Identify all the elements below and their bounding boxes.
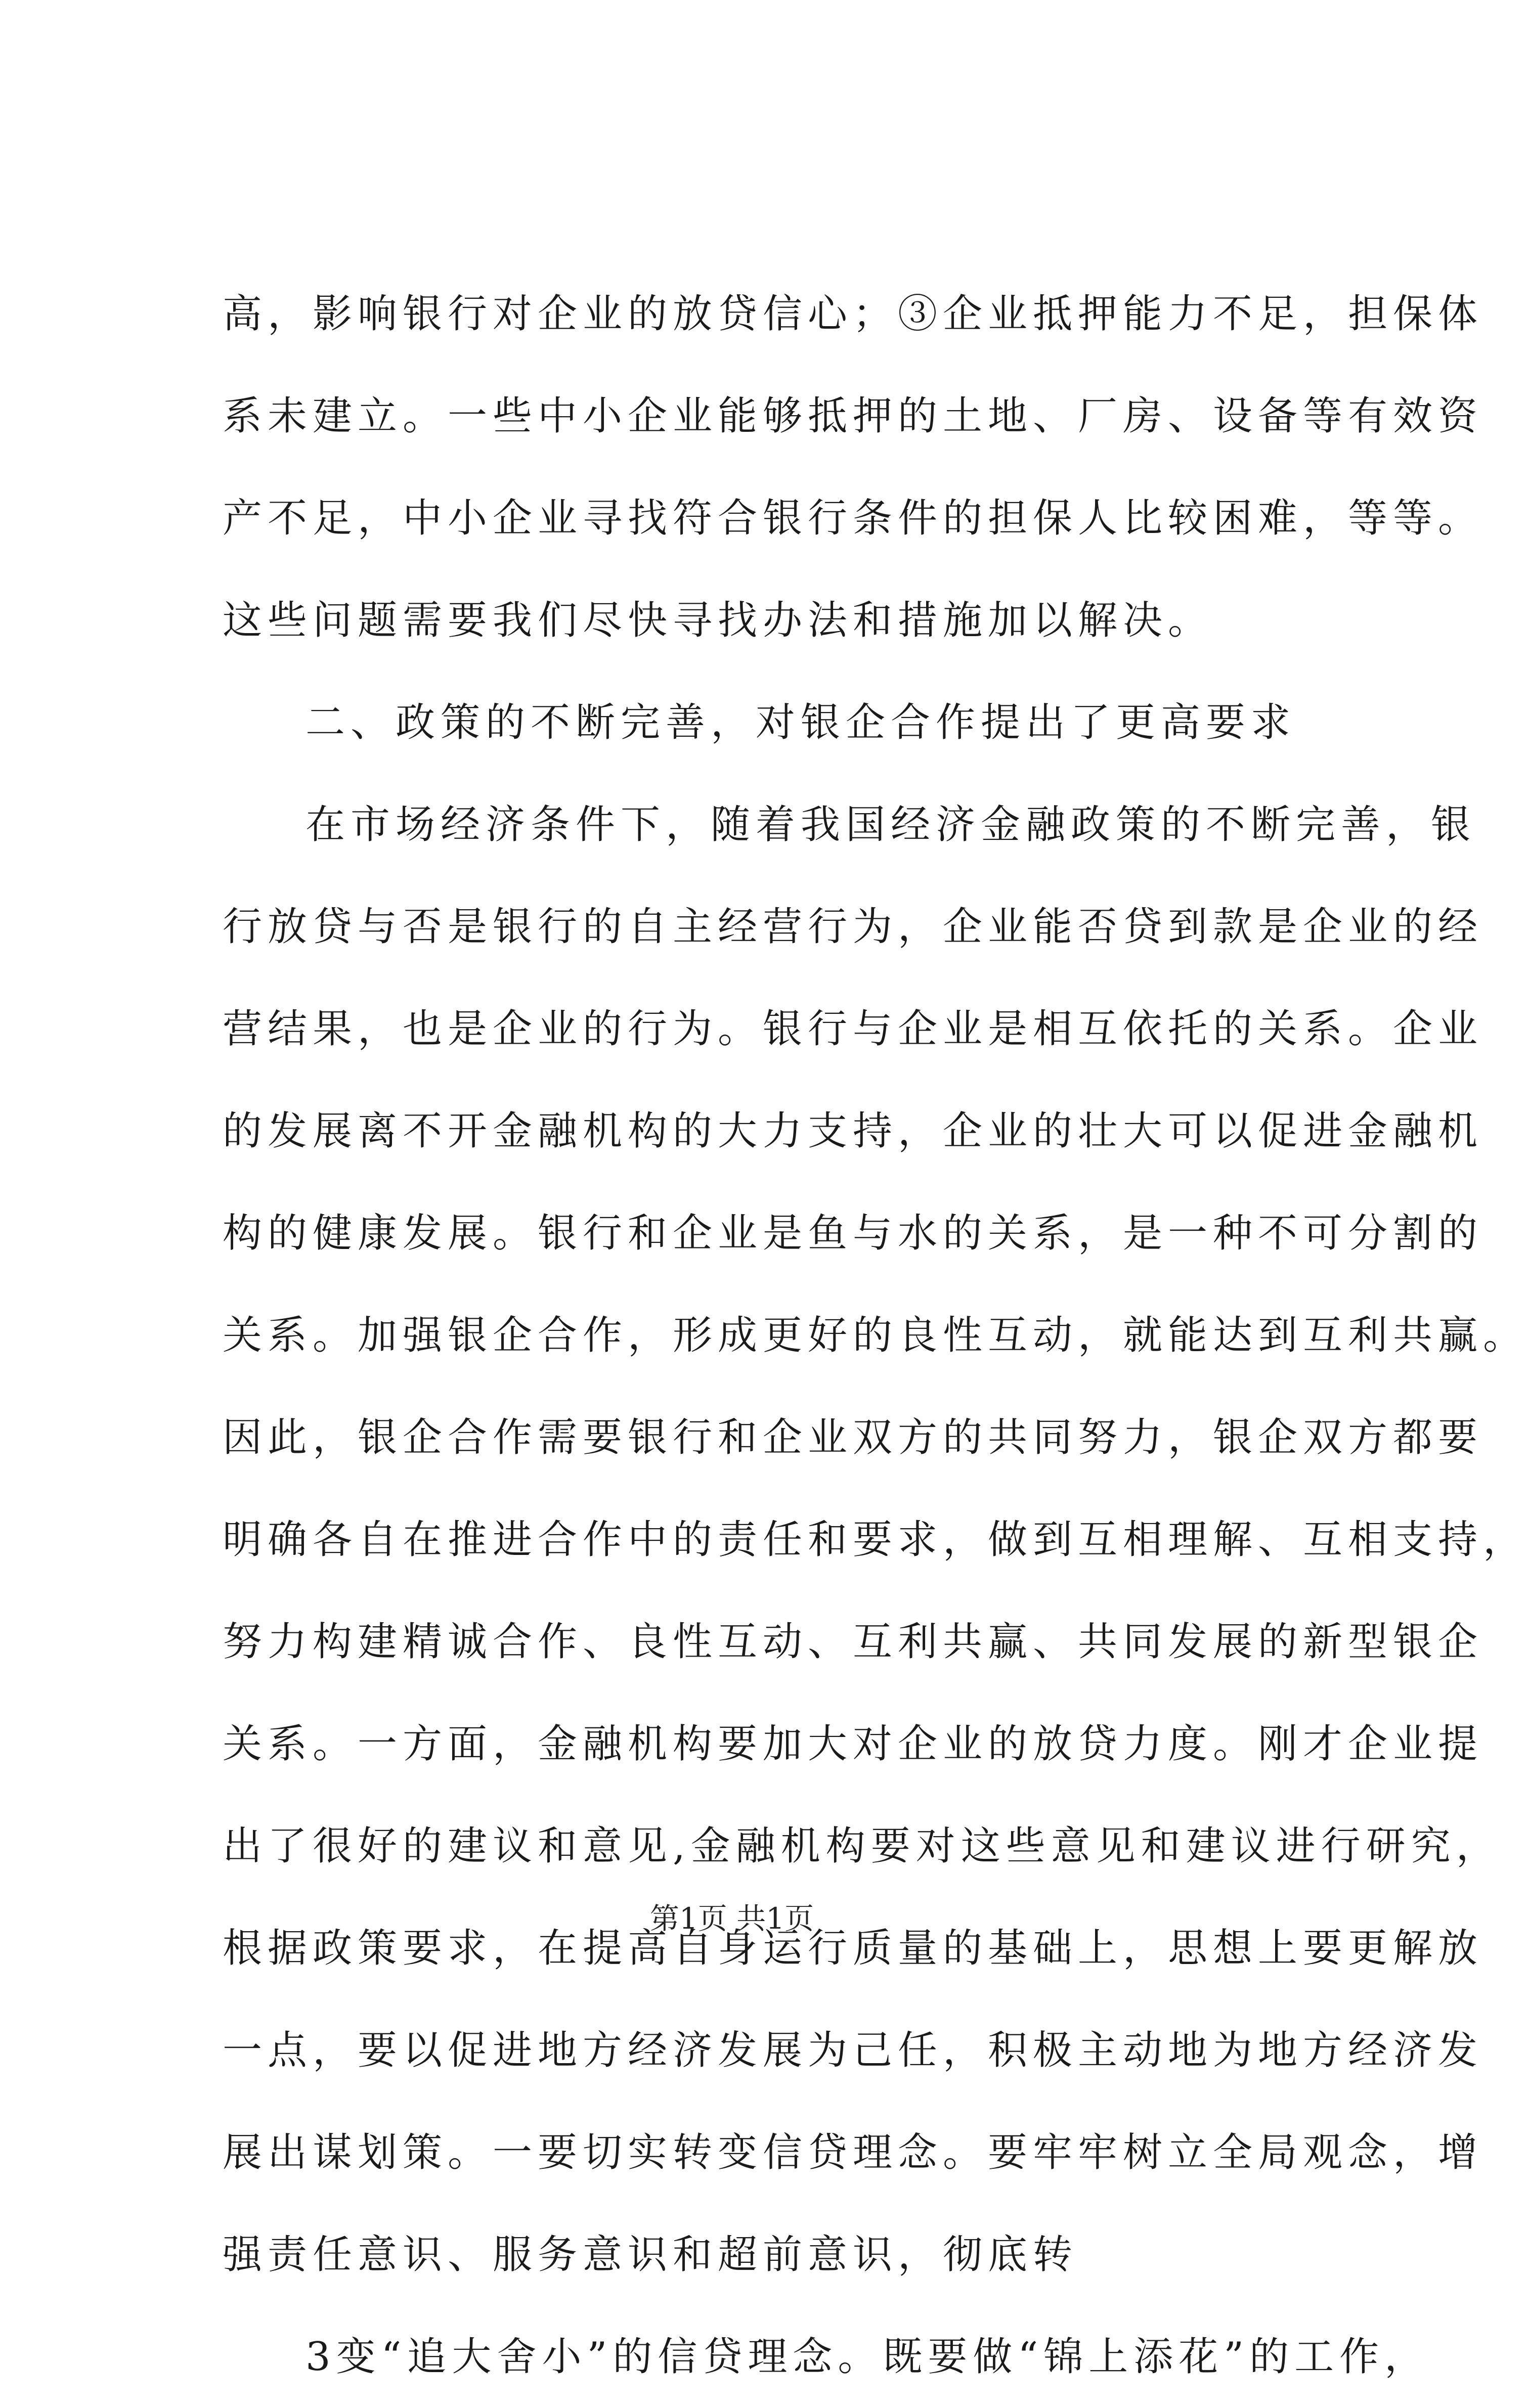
text-line: 展出谋划策。一要切实转变信贷理念。要牢牢树立全局观念，增: [223, 2130, 1483, 2175]
text-line: 努力构建精诚合作、良性互动、互利共赢、共同发展的新型银企: [223, 1619, 1483, 1665]
text-line: 高，影响银行对企业的放贷信心；③企业抵押能力不足，担保体: [223, 291, 1483, 337]
text-line: 一点，要以促进地方经济发展为己任，积极主动地为地方经济发: [223, 2028, 1483, 2073]
text-line: 营结果，也是企业的行为。银行与企业是相互依托的关系。企业: [223, 1006, 1483, 1052]
text-line: 关系。加强银企合作，形成更好的良性互动，就能达到互利共赢。: [223, 1313, 1528, 1358]
text-line: 因此，银企合作需要银行和企业双方的共同努力，银企双方都要: [223, 1415, 1483, 1460]
paragraph-first-line: 在市场经济条件下，随着我国经济金融政策的不断完善，银: [305, 802, 1476, 848]
text-line: 出了很好的建议和意见,金融机构要对这些意见和建议进行研究，: [223, 1823, 1501, 1869]
text-line: 行放贷与否是银行的自主经营行为，企业能否贷到款是企业的经: [223, 904, 1483, 950]
text-line: 关系。一方面，金融机构要加大对企业的放贷力度。刚才企业提: [223, 1721, 1483, 1767]
page-footer: 第1页 共1页: [649, 1901, 814, 1936]
text-line: 强责任意识、服务意识和超前意识，彻底转: [223, 2232, 1078, 2278]
paragraph-first-line: 3变“追大舍小”的信贷理念。既要做“锦上添花”的工作，: [305, 2334, 1430, 2380]
text-line: 系未建立。一些中小企业能够抵押的土地、厂房、设备等有效资: [223, 393, 1483, 439]
text-line: 明确各自在推进合作中的责任和要求，做到互相理解、互相支持，: [223, 1517, 1528, 1563]
text-line: 构的健康发展。银行和企业是鱼与水的关系，是一种不可分割的: [223, 1211, 1483, 1256]
text-line: 产不足，中小企业寻找符合银行条件的担保人比较困难，等等。: [223, 496, 1483, 541]
text-line: 的发展离不开金融机构的大力支持，企业的壮大可以促进金融机: [223, 1108, 1483, 1154]
section-heading: 二、政策的不断完善，对银企合作提出了更高要求: [305, 700, 1296, 745]
text-line: 这些问题需要我们尽快寻找办法和措施加以解决。: [223, 598, 1213, 643]
document-body: [223, 263, 1528, 2408]
text-line: 根据政策要求，在提高自身运行质量的基础上，思想上要更解放: [223, 1926, 1483, 1971]
